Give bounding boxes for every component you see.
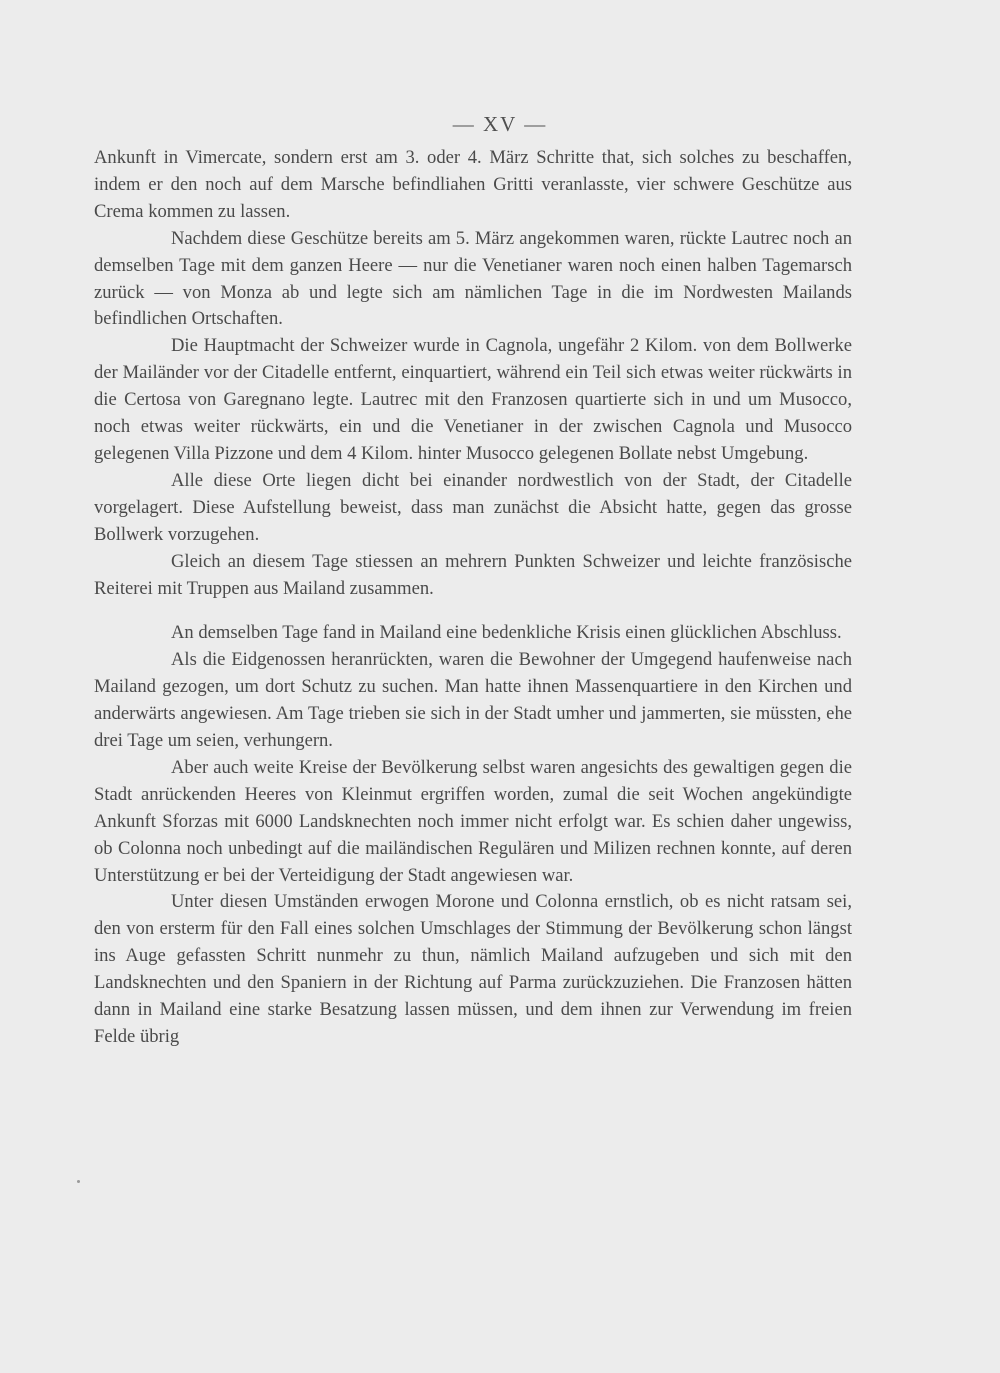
body-text: [94, 145, 852, 1051]
paragraph: Aber auch weite Kreise der Bevölkerung selbst waren angesichts des gewaltigen gegen die Stadt anrückenden Heeres von Kleinmut ergriffen worden, zumal die seit Wochen angekündigte Ankunft Sforzas mit 6000 Landsknechten noch immer nicht erfolgt war. Es schien daher ungewiss, ob Colonna noch unbedingt auf die mailändischen Regulären und Milizen rechnen konnte, auf deren Unterstützung er bei der Verteidigung der Stadt angewiesen war.: [94, 756, 852, 886]
paragraph: Die Hauptmacht der Schweizer wurde in Cagnola, ungefähr 2 Kilom. von dem Bollwerke der Mailänder vor der Citadelle entfernt, einquartiert, während ein Teil sich etwas weiter rückwärts in die Certosa von Garegnano legte. Lautrec mit den Franzosen quartierte sich in und um Musocco, noch etwas weiter rückwärts, ein und die Venetianer in der zwischen Cagnola und Musocco gelegenen Villa Pizzone und dem 4 Kilom. hinter Musocco gelegenen Bollate nebst Umgebung.: [94, 335, 852, 464]
paragraph: Alle diese Orte liegen dicht bei einander nordwestlich von der Stadt, der Citadelle vorgelagert. Diese Aufstellung beweist, dass man zunächst die Absicht hatte, gegen das grosse Bollwerk vorzugehen.: [94, 469, 852, 545]
paragraph: Gleich an diesem Tage stiessen an mehrern Punkten Schweizer und leichte französische Reiterei mit Truppen aus Mailand zusammen.: [94, 550, 852, 599]
paragraph: Nachdem diese Geschütze bereits am 5. März angekommen waren, rückte Lautrec noch an demselben Tage mit dem ganzen Heere — nur die Venetianer waren noch einen halben Tagemarsch zurück — von Monza ab und legte sich am nämlichen Tage in die im Nordwesten Mailands befindlichen Ortschaften.: [94, 227, 852, 330]
page-number: — XV —: [452, 112, 548, 136]
paragraph: Unter diesen Umständen erwogen Morone und Colonna ernstlich, ob es nicht ratsam sei, den von ersterm für den Fall eines solchen Umschlages der Stimmung der Bevölkerung schon längst ins Auge gefassten Schritt nunmehr zu thun, nämlich Mailand aufzugeben und sich mit den Landsknechten und den Spaniern in der Richtung auf Parma zurückzuziehen. Die Franzosen hätten dann in Mailand eine starke Besatzung lassen müssen, und dem ihnen zur Verwendung im freien Felde übrig: [94, 891, 852, 1047]
paragraph: An demselben Tage fand in Mailand eine bedenkliche Krisis einen glücklichen Abschluss.: [171, 622, 842, 644]
section-break: [94, 602, 852, 620]
paragraph: Als die Eidgenossen heranrückten, waren die Bewohner der Umgegend haufenweise nach Mailand gezogen, um dort Schutz zu suchen. Man hatte ihnen Massenquartiere in den Kirchen und anderwärts angewiesen. Am Tage trieben sie sich in der Stadt umher und jammerten, sie müssten, ehe drei Tage um seien, verhungern.: [94, 649, 852, 752]
paper-speck: [77, 1180, 80, 1183]
paragraph-continuation: Ankunft in Vimercate, sondern erst am 3. oder 4. März Schritte that, sich solches zu beschaffen, indem er den noch auf dem Marsche befindliahen Gritti veranlasste, vier schwere Geschütze aus Crema kommen zu lassen.: [94, 147, 852, 222]
